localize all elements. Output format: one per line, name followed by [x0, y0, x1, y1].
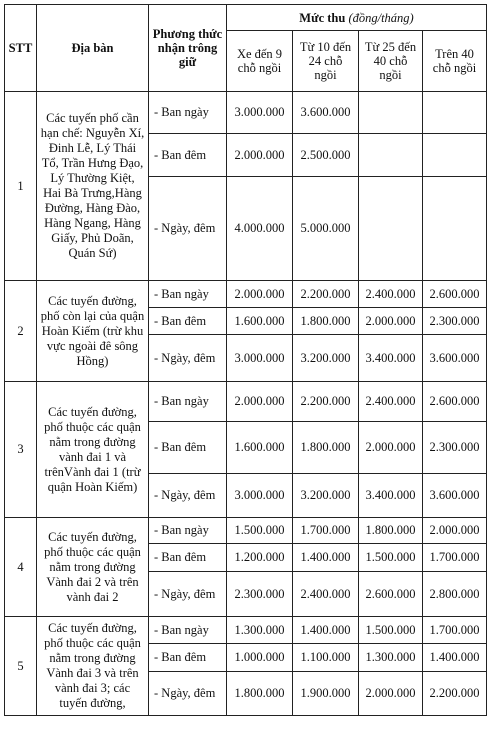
group-stt: 3 [5, 382, 37, 518]
fee-cell [359, 92, 423, 134]
fee-cell: 2.200.000 [293, 382, 359, 422]
header-row-1 [5, 5, 487, 31]
table-row [5, 518, 487, 544]
method-cell: - Ban đêm [149, 422, 227, 474]
header-col-25-to-40-seats: Từ 25 đến 40 chỗ ngồi [359, 31, 423, 92]
fee-cell: 1.500.000 [227, 518, 293, 544]
fee-cell: 2.200.000 [423, 672, 487, 716]
group-stt: 2 [5, 281, 37, 382]
fee-cell: 1.600.000 [227, 422, 293, 474]
fee-cell: 2.400.000 [359, 382, 423, 422]
fee-cell: 3.000.000 [227, 335, 293, 382]
fee-cell: 1.300.000 [359, 644, 423, 672]
fee-cell: 1.500.000 [359, 544, 423, 572]
fee-cell: 2.000.000 [359, 422, 423, 474]
fee-cell: 3.000.000 [227, 474, 293, 518]
header-area: Địa bàn [37, 5, 149, 92]
fee-cell: 1.700.000 [423, 544, 487, 572]
fee-cell: 2.400.000 [293, 572, 359, 617]
fee-cell: 2.000.000 [227, 281, 293, 308]
header-fee-label: Mức thu [299, 10, 346, 25]
fee-cell: 1.900.000 [293, 672, 359, 716]
fee-cell: 2.600.000 [423, 281, 487, 308]
fee-cell: 1.400.000 [293, 544, 359, 572]
method-cell: - Ngày, đêm [149, 672, 227, 716]
fee-cell: 2.000.000 [227, 382, 293, 422]
fee-cell: 1.800.000 [227, 672, 293, 716]
method-cell: - Ban đêm [149, 544, 227, 572]
method-cell: - Ban ngày [149, 92, 227, 134]
fee-cell: 2.400.000 [359, 281, 423, 308]
fee-cell [423, 134, 487, 177]
method-cell: - Ban đêm [149, 644, 227, 672]
fee-cell [423, 177, 487, 281]
fee-cell: 1.700.000 [293, 518, 359, 544]
header-col-10-to-24-seats: Từ 10 đến 24 chỗ ngồi [293, 31, 359, 92]
fee-cell: 1.600.000 [227, 308, 293, 335]
fee-cell: 2.000.000 [423, 518, 487, 544]
group-stt: 4 [5, 518, 37, 617]
fee-cell: 1.200.000 [227, 544, 293, 572]
fee-cell [359, 134, 423, 177]
fee-cell: 2.300.000 [423, 308, 487, 335]
fee-cell: 1.700.000 [423, 617, 487, 644]
fee-cell: 3.200.000 [293, 335, 359, 382]
fee-cell: 5.000.000 [293, 177, 359, 281]
method-cell: - Ban ngày [149, 382, 227, 422]
fee-cell: 2.000.000 [359, 308, 423, 335]
fee-cell: 2.300.000 [227, 572, 293, 617]
table-row [5, 382, 487, 422]
method-cell: - Ban ngày [149, 281, 227, 308]
fee-cell: 2.000.000 [227, 134, 293, 177]
parking-fee-table [4, 4, 487, 716]
fee-cell: 3.600.000 [423, 474, 487, 518]
fee-cell: 3.000.000 [227, 92, 293, 134]
fee-cell: 2.600.000 [359, 572, 423, 617]
table-row [5, 281, 487, 308]
fee-cell: 1.300.000 [227, 617, 293, 644]
fee-cell: 2.800.000 [423, 572, 487, 617]
method-cell: - Ban ngày [149, 617, 227, 644]
table-row [5, 617, 487, 644]
fee-cell [359, 177, 423, 281]
fee-cell: 1.400.000 [423, 644, 487, 672]
fee-cell: 1.400.000 [293, 617, 359, 644]
fee-cell: 1.800.000 [293, 422, 359, 474]
fee-cell: 2.300.000 [423, 422, 487, 474]
fee-cell: 2.500.000 [293, 134, 359, 177]
group-area: Các tuyến đường, phố thuộc các quận nằm trong đường Vành đai 3 và trên vành đai 3; các tuyến đường, [37, 617, 149, 716]
header-stt: STT [5, 5, 37, 92]
method-cell: - Ngày, đêm [149, 177, 227, 281]
fee-cell: 2.200.000 [293, 281, 359, 308]
group-area: Các tuyến đường, phố thuộc các quận nằm trong đường Vành đai 2 và trên vành đai 2 [37, 518, 149, 617]
fee-cell: 4.000.000 [227, 177, 293, 281]
method-cell: - Ban ngày [149, 518, 227, 544]
method-cell: - Ngày, đêm [149, 474, 227, 518]
method-cell: - Ngày, đêm [149, 335, 227, 382]
method-cell: - Ngày, đêm [149, 572, 227, 617]
fee-cell: 3.400.000 [359, 474, 423, 518]
group-stt: 5 [5, 617, 37, 716]
group-area: Các tuyến phố cần hạn chế: Nguyễn Xí, Đinh Lễ, Lý Thái Tổ, Trần Hưng Đạo, Lý Thường Kiệt, Hai Bà Trưng,Hàng Đường, Hàng Đào, Hàng Ngang, Hàng Giấy, Phủ Doãn, Quán Sứ) [37, 92, 149, 281]
fee-cell [423, 92, 487, 134]
fee-cell: 3.600.000 [423, 335, 487, 382]
group-area: Các tuyến đường, phố thuộc các quận nằm trong đường vành đai 1 và trênVành đai 1 (trừ quận Hoàn Kiếm) [37, 382, 149, 518]
header-fee-unit: (đồng/tháng) [348, 10, 414, 25]
fee-cell: 1.800.000 [359, 518, 423, 544]
group-area: Các tuyến đường, phố còn lại của quận Hoàn Kiếm (trừ khu vực ngoài đê sông Hồng) [37, 281, 149, 382]
header-method: Phương thức nhận trông giữ [149, 5, 227, 92]
group-stt: 1 [5, 92, 37, 281]
fee-cell: 1.800.000 [293, 308, 359, 335]
fee-cell: 2.600.000 [423, 382, 487, 422]
fee-cell: 3.600.000 [293, 92, 359, 134]
header-fee-group [227, 5, 487, 31]
fee-cell: 1.500.000 [359, 617, 423, 644]
fee-cell: 3.200.000 [293, 474, 359, 518]
fee-cell: 3.400.000 [359, 335, 423, 382]
fee-cell: 2.000.000 [359, 672, 423, 716]
fee-cell: 1.000.000 [227, 644, 293, 672]
method-cell: - Ban đêm [149, 134, 227, 177]
fee-cell: 1.100.000 [293, 644, 359, 672]
header-col-up-to-9-seats: Xe đến 9 chỗ ngồi [227, 31, 293, 92]
table-row [5, 92, 487, 134]
header-col-over-40-seats: Trên 40 chỗ ngồi [423, 31, 487, 92]
method-cell: - Ban đêm [149, 308, 227, 335]
